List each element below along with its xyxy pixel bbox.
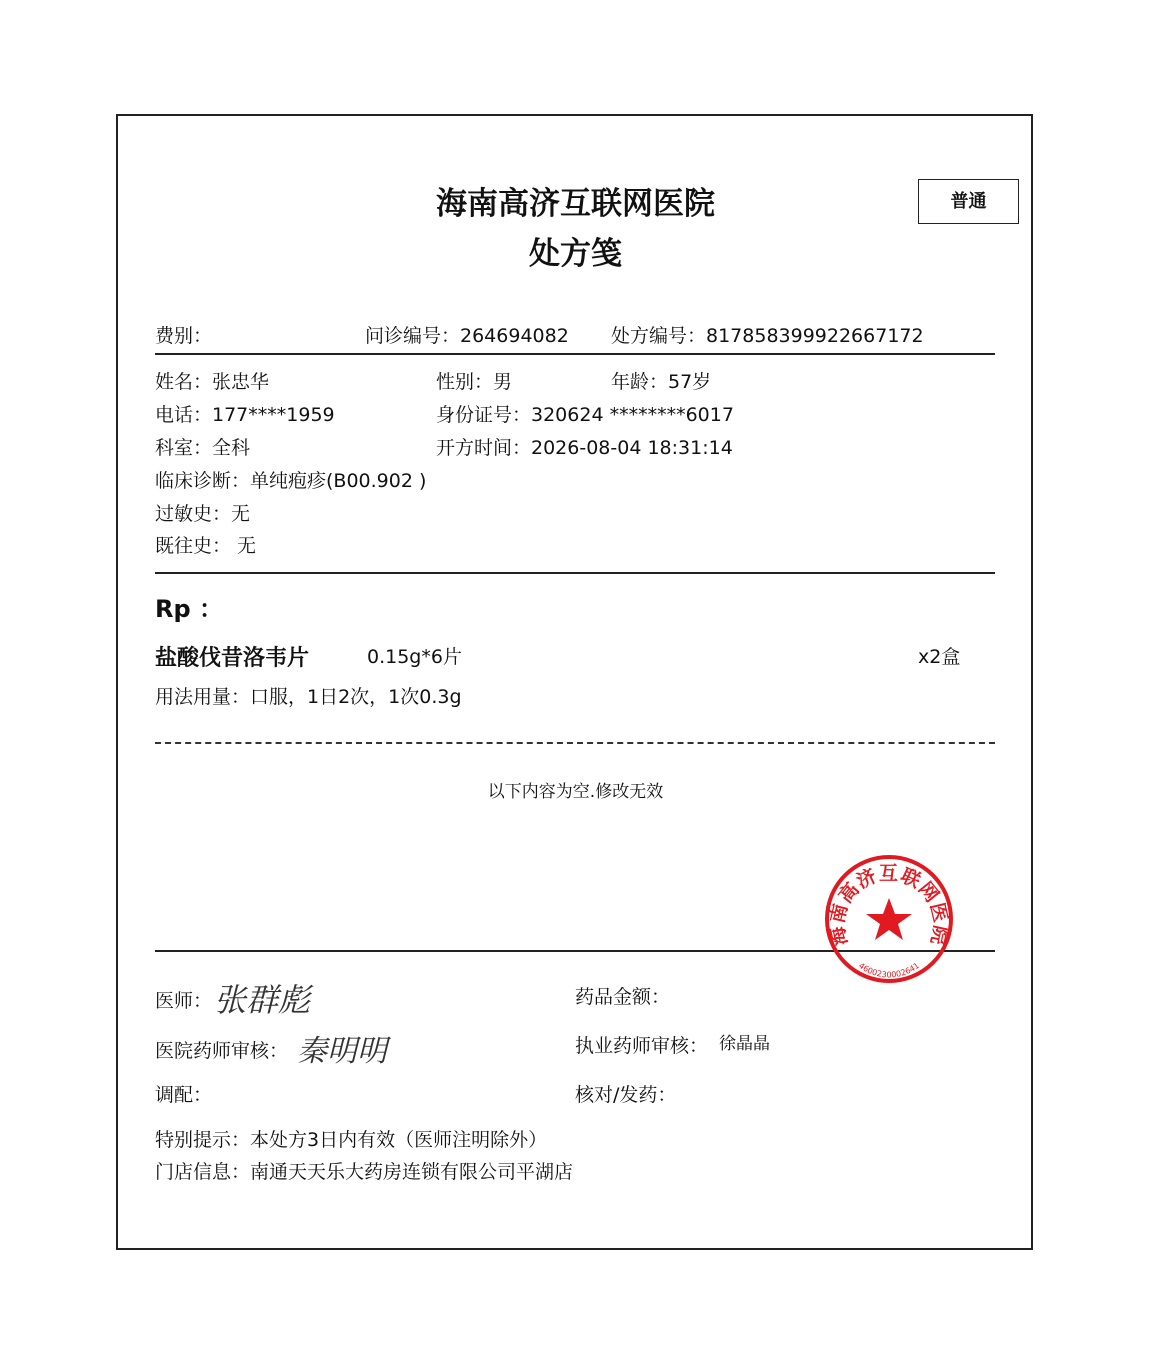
hospital-pharmacist-signature: 秦明明	[297, 1034, 387, 1069]
drug-usage: 用法用量：口服，1日2次，1次0.3g	[155, 686, 462, 708]
prescription-number: 处方编号：817858399922667172	[611, 325, 924, 347]
drug-quantity: x2盒	[918, 646, 961, 668]
form-title: 处方笺	[529, 236, 622, 272]
check-dispense-label: 核对/发药：	[575, 1084, 677, 1106]
fee-type-label: 费别：	[155, 325, 213, 347]
rp-symbol: Rp ：	[155, 595, 224, 623]
hospital-name: 海南高济互联网医院	[436, 186, 715, 222]
doctor-signature: 张群彪	[214, 981, 311, 1019]
header-divider	[155, 353, 995, 355]
licensed-pharmacist-label: 执业药师审核：	[575, 1035, 709, 1057]
drug-spec: 0.15g*6片	[367, 646, 462, 668]
hospital-pharmacist-label: 医院药师审核：	[155, 1040, 289, 1062]
drug-amount-label: 药品金额：	[575, 986, 671, 1008]
svg-text:海南高济互联网医院: 海南高济互联网医院	[826, 862, 952, 948]
past-history: 既往史： 无	[155, 535, 257, 557]
empty-note: 以下内容为空.修改无效	[487, 782, 664, 802]
store-info: 门店信息：南通天天乐大药房连锁有限公司平湖店	[155, 1161, 574, 1183]
clinical-diagnosis: 临床诊断：单纯疱疹(B00.902 )	[155, 470, 427, 492]
department: 科室：全科	[155, 437, 251, 459]
allergy-history: 过敏史：无	[155, 503, 251, 525]
dashed-divider	[155, 742, 995, 744]
prescription-type-badge: 普通	[918, 179, 1019, 224]
patient-phone: 电话：177****1959	[155, 404, 335, 426]
doctor-label: 医师：	[155, 990, 213, 1012]
hospital-seal-stamp	[822, 852, 956, 986]
licensed-pharmacist-name: 徐晶晶	[719, 1034, 770, 1054]
patient-gender: 性别：男	[436, 371, 513, 393]
svg-text:4600230002641: 4600230002641	[856, 961, 922, 980]
patient-divider	[155, 572, 995, 574]
patient-age: 年龄：57岁	[611, 371, 712, 393]
consult-number: 问诊编号：264694082	[365, 325, 569, 347]
issue-time: 开方时间：2026-08-04 18:31:14	[436, 437, 733, 459]
patient-id-card: 身份证号：320624 ********6017	[436, 404, 734, 426]
dispense-label: 调配：	[155, 1084, 213, 1106]
drug-name: 盐酸伐昔洛韦片	[155, 646, 310, 671]
special-note: 特别提示：本处方3日内有效（医师注明除外）	[155, 1129, 548, 1151]
patient-name: 姓名：张忠华	[155, 371, 270, 393]
